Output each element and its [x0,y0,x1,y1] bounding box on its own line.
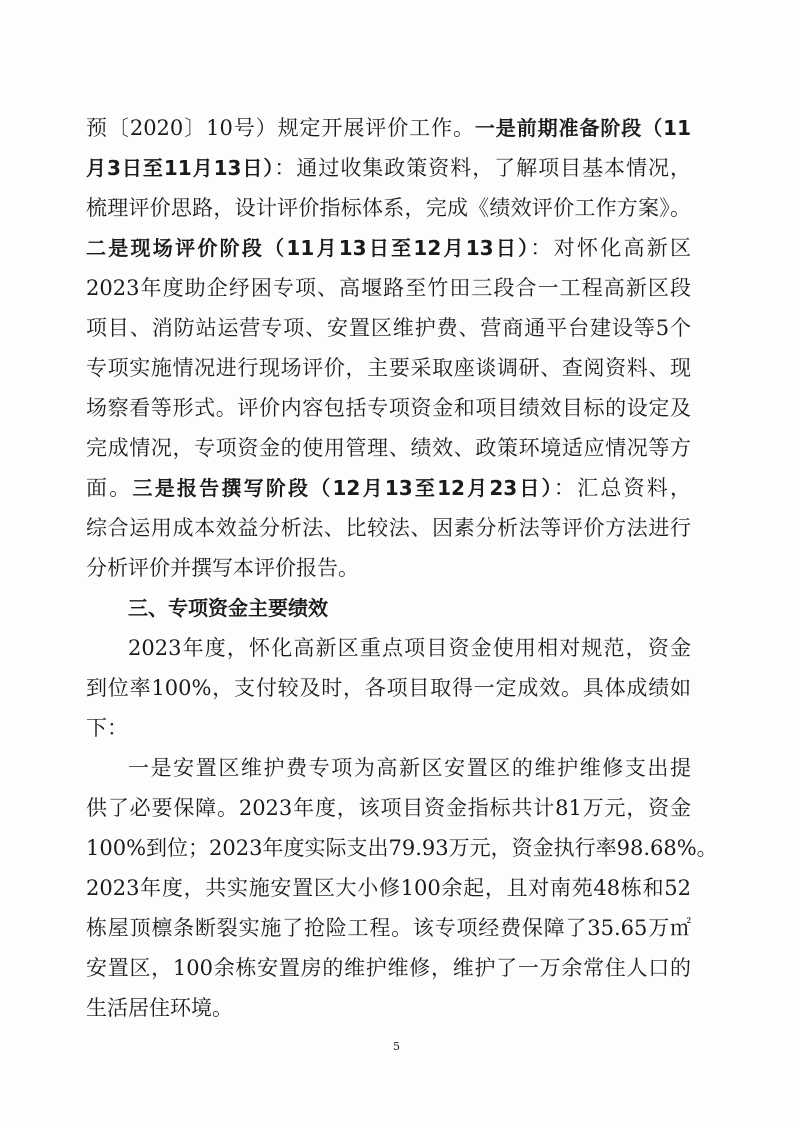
text-span: 预〔2020〕10号）规定开展评价工作。 [86,116,475,140]
text-line: 2023年度助企纾困专项、高堰路至竹田三段合一工程高新区段 [86,276,691,300]
text-line: 完成情况，专项资金的使用管理、绩效、政策环境适应情况等方 [86,436,691,460]
text-line: 分析评价并撰写本评价报告。 [86,556,359,580]
text-line: 100%到位；2023年度实际支出79.93万元，资金执行率98.68%。 [86,836,718,860]
text-line: 场察看等形式。评价内容包括专项资金和项目绩效目标的设定及 [86,396,691,420]
bold-phrase: 三是报告撰写阶段（12月13至12月23日） [132,476,554,500]
text-span: ：通过收集政策资料，了解项目基本情况， [274,156,691,180]
text-line: 专项实施情况进行现场评价，主要采取座谈调研、查阅资料、现 [86,356,691,380]
text-line [86,148,691,188]
bold-phrase: 月3日至11月13日） [86,156,275,180]
text-line: 安置区，100余栋安置房的维护维修，维护了一万余常住人口的 [86,956,691,980]
bold-phrase: 二是现场评价阶段（11月13日至12月13日） [86,236,531,260]
text-span: 面。 [86,476,133,500]
bold-phrase: 一是前期准备阶段（11 [474,116,691,140]
text-line: 2023年度，共实施安置区大小修100余起，且对南苑48栋和52 [86,876,691,900]
text-line: 项目、消防站运营专项、安置区维护费、营商通平台建设等5个 [86,316,691,340]
text-line: 到位率100%，支付较及时，各项目取得一定成效。具体成绩如 [86,676,691,700]
text-line: 栋屋顶檩条断裂实施了抢险工程。该专项经费保障了35.65万㎡ [86,916,691,940]
text-line [86,468,691,508]
text-span: ：汇总资料， [553,476,692,500]
text-line: 2023年度，怀化高新区重点项目资金使用相对规范，资金 [128,636,691,660]
text-line: 综合运用成本效益分析法、比较法、因素分析法等评价方法进行 [86,516,691,540]
text-line: 供了必要保障。2023年度，该项目资金指标共计81万元，资金 [86,796,691,820]
body-text [86,108,718,1028]
text-line: 下： [86,716,128,740]
text-line: 梳理评价思路，设计评价指标体系，完成《绩效评价工作方案》。 [86,196,691,220]
text-line: 一是安置区维护费专项为高新区安置区的维护维修支出提 [128,756,691,780]
text-span: ：对怀化高新区 [530,236,692,260]
section-heading: 三、专项资金主要绩效 [128,596,328,620]
text-line [86,108,691,148]
text-line: 生活居住环境。 [86,996,233,1020]
text-line [86,228,691,268]
page-number: 5 [393,1040,400,1053]
